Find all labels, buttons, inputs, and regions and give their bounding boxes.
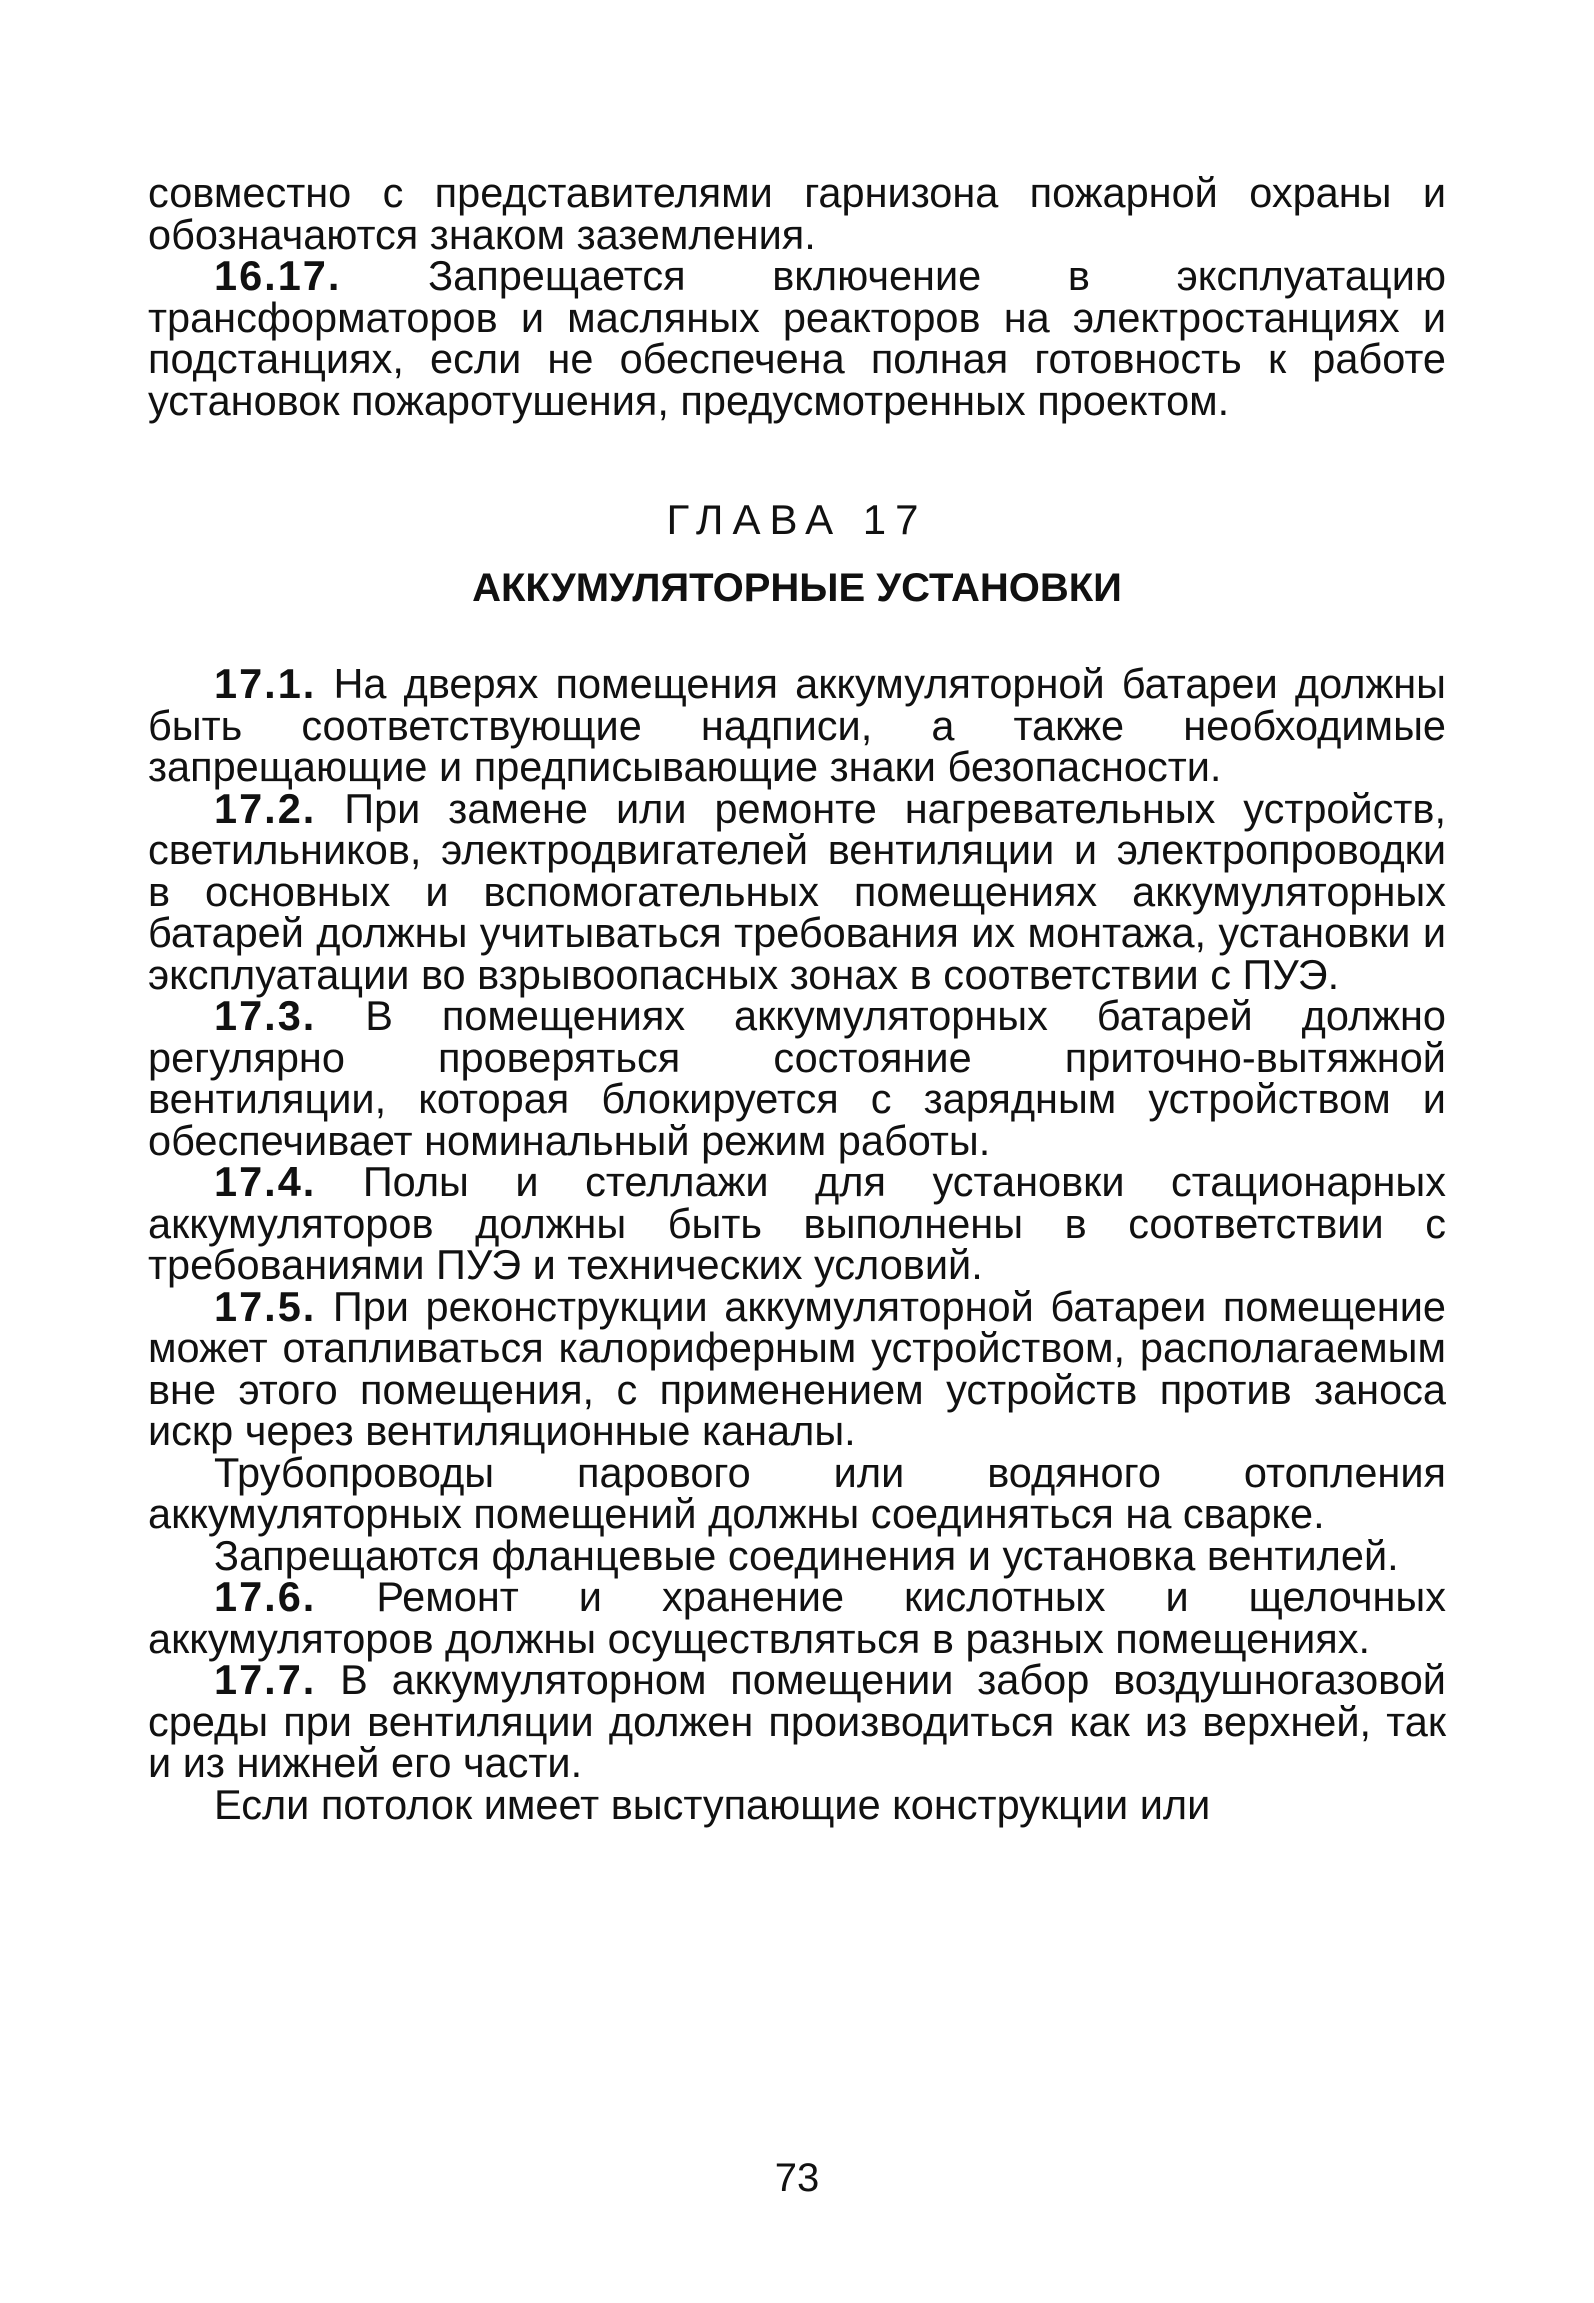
section-number: 17.6. — [214, 1573, 317, 1620]
page-number: 73 — [774, 2156, 820, 2200]
section-text: При реконструкции аккумуляторной батареи помещение может отапливаться калориферным устройством, располагаемым вне этого помещения, с применением устройств против заноса искр через вентиляционные каналы. — [148, 1282, 1446, 1454]
paragraph-text: Запрещаются фланцевые соединения и установка вентилей. — [214, 1531, 1399, 1579]
section-17-6 — [148, 1573, 1446, 1662]
chapter-heading: ГЛАВА 17 — [666, 496, 928, 543]
document-page — [148, 169, 1447, 1828]
section-number: 17.5. — [214, 1282, 317, 1330]
paragraph-continuation — [148, 169, 1446, 258]
section-17-7-paragraph-2 — [148, 1780, 1446, 1828]
section-number: 17.7. — [214, 1656, 317, 1703]
section-number: 16.17. — [214, 252, 342, 299]
section-number: 17.3. — [214, 992, 317, 1039]
section-text: Полы и стеллажи для установки стационарных аккумуляторов должны быть выполнены в соответствии с требованиями ПУЭ и технических условий. — [148, 1158, 1446, 1288]
section-number: 17.4. — [214, 1158, 317, 1205]
section-text: В аккумуляторном помещении забор воздушногазовой среды при вентиляции должен производиться как из верхней, так и из нижней его части. — [148, 1656, 1446, 1786]
section-text: Запрещается включение в эксплуатацию трансформаторов и масляных реакторов на электростанциях и подстанциях, если не обеспечена полная готовность к работе установок пожаротушения, предусмотренных проектом. — [148, 252, 1446, 424]
paragraph-text: совместно с представителями гарнизона пожарной охраны и обозначаются знаком заземления. — [148, 169, 1446, 258]
section-17-5 — [148, 1282, 1446, 1454]
section-17-1 — [148, 660, 1446, 790]
section-text: Ремонт и хранение кислотных и щелочных аккумуляторов должны осуществляться в разных помещениях. — [148, 1573, 1446, 1662]
paragraph-text: Если потолок имеет выступающие конструкции или — [214, 1780, 1211, 1828]
section-17-4 — [148, 1158, 1446, 1288]
section-text: При замене или ремонте нагревательных устройств, светильников, электродвигателей вентиляции и электропроводки в основных и вспомогательных помещениях аккумуляторных батарей должны учитываться требования их монтажа, установки и эксплуатации во взрывоопасных зонах в соответствии с ПУЭ. — [148, 784, 1446, 998]
section-17-3 — [148, 992, 1447, 1164]
section-number: 17.1. — [214, 660, 317, 707]
section-17-5-paragraph-3 — [148, 1531, 1446, 1579]
section-17-7 — [148, 1656, 1446, 1786]
paragraph-text: Трубопроводы парового или водяного отопления аккумуляторных помещений должны соединяться на сварке. — [148, 1448, 1446, 1537]
section-text: На дверях помещения аккумуляторной батареи должны быть соответствующие надписи, а также необходимые запрещающие и предписывающие знаки безопасности. — [148, 660, 1446, 790]
section-17-5-paragraph-2 — [148, 1448, 1446, 1537]
chapter-title: АККУМУЛЯТОРНЫЕ УСТАНОВКИ — [472, 566, 1122, 610]
section-17-2 — [148, 784, 1446, 998]
section-number: 17.2. — [214, 784, 317, 832]
section-text: В помещениях аккумуляторных батарей должно регулярно проверяться состояние приточно-вытяжной вентиляции, которая блокируется с зарядным устройством и обеспечивает номинальный режим работы. — [148, 992, 1447, 1164]
section-16-17 — [148, 252, 1446, 424]
